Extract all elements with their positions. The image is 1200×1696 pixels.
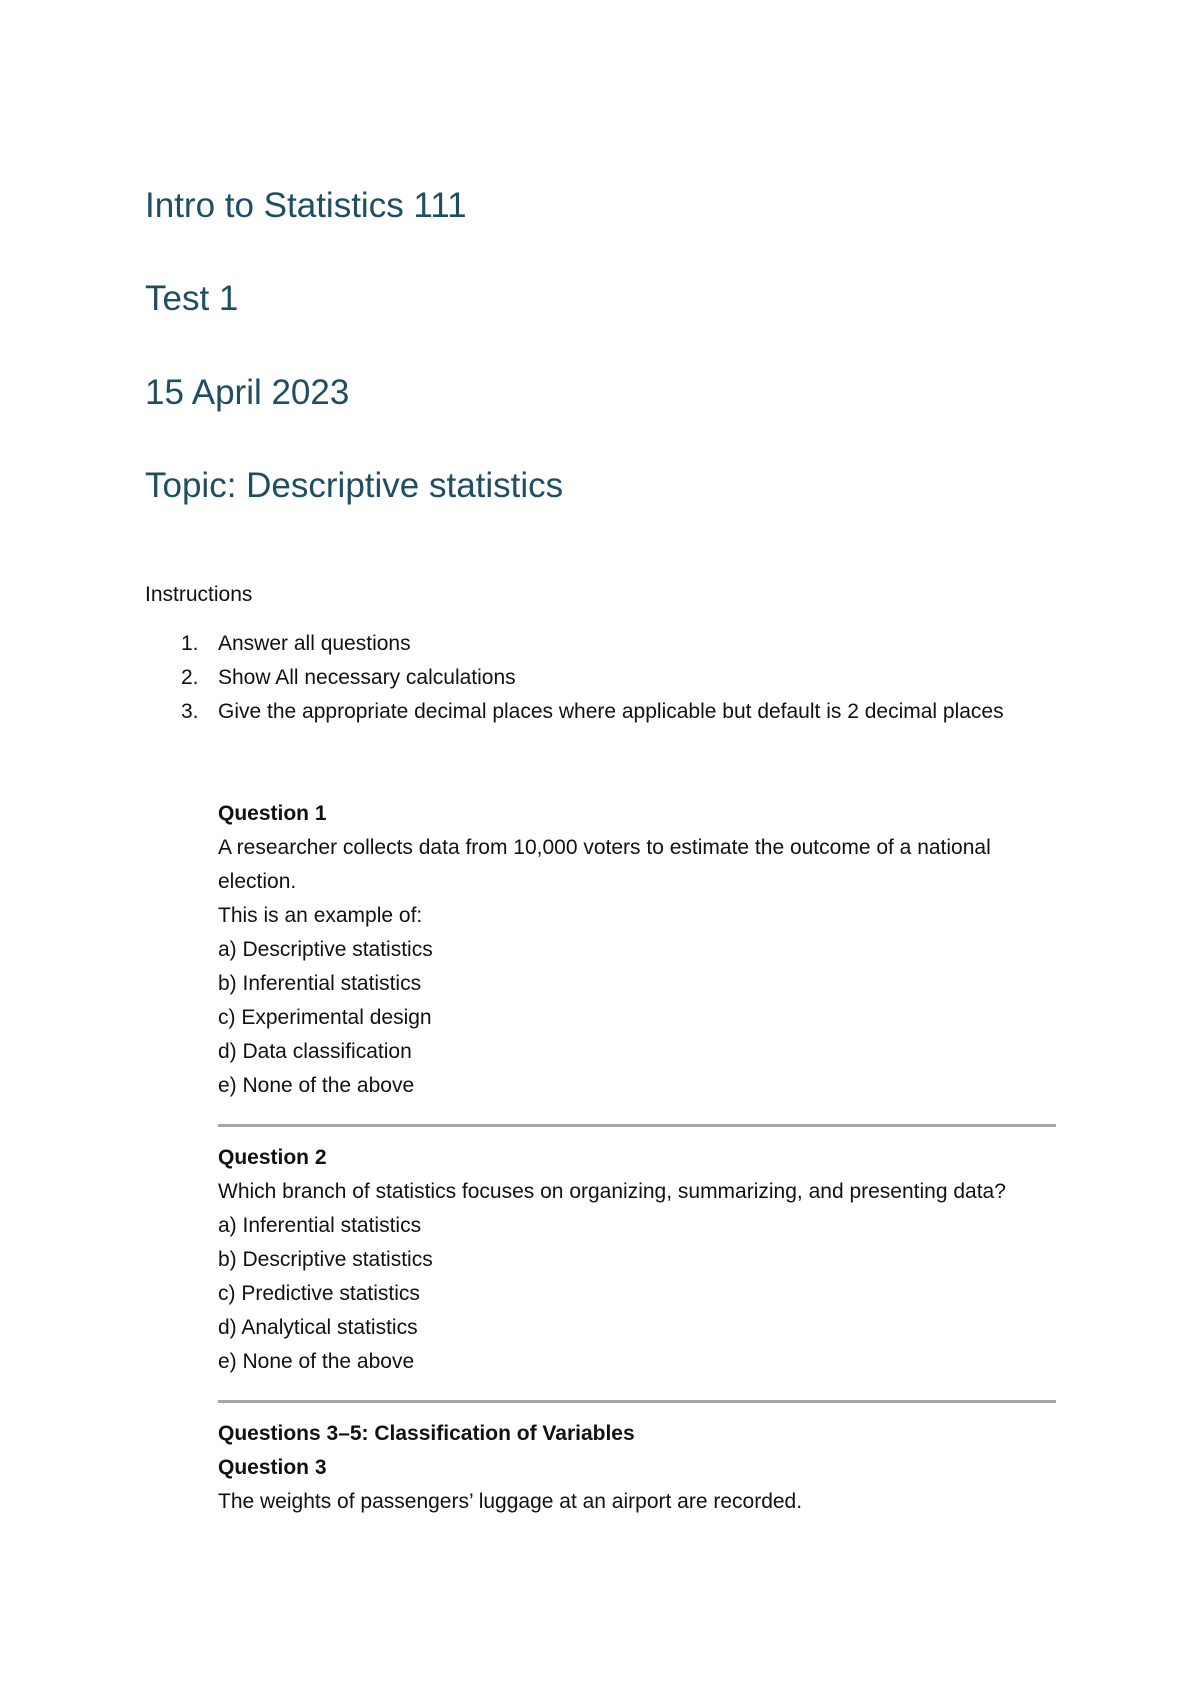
instruction-item	[145, 695, 1055, 729]
answer-option: b) Inferential statistics	[218, 972, 422, 995]
question-1-stem: A researcher collects data from 10,000 voters to estimate the outcome of a national election.	[218, 836, 991, 893]
question-divider	[218, 1124, 1056, 1127]
instruction-item	[145, 627, 1055, 661]
answer-option: a) Descriptive statistics	[218, 938, 433, 961]
section-title-classification: Questions 3–5: Classification of Variables	[218, 1422, 635, 1445]
instruction-text: Answer all questions	[218, 632, 411, 655]
question-divider	[218, 1400, 1056, 1403]
answer-option: d) Data classification	[218, 1040, 412, 1063]
course-title: Intro to Statistics 111	[145, 186, 467, 225]
question-2-options	[218, 1209, 1058, 1379]
question-3	[218, 1417, 1058, 1519]
question-3-title: Question 3	[218, 1456, 327, 1479]
test-date: 15 April 2023	[145, 373, 350, 412]
instructions-label: Instructions	[145, 583, 253, 606]
question-2	[218, 1141, 1058, 1379]
question-2-title: Question 2	[218, 1146, 327, 1169]
instruction-number: 3.	[181, 700, 199, 723]
answer-option: c) Experimental design	[218, 1006, 432, 1029]
instruction-item	[145, 661, 1055, 695]
answer-option: c) Predictive statistics	[218, 1282, 420, 1305]
answer-option: d) Analytical statistics	[218, 1316, 418, 1339]
question-2-stem: Which branch of statistics focuses on organizing, summarizing, and presenting data?	[218, 1180, 1006, 1203]
answer-option: e) None of the above	[218, 1074, 415, 1097]
instruction-text: Show All necessary calculations	[218, 666, 516, 689]
instruction-number: 2.	[181, 666, 199, 689]
question-1-title: Question 1	[218, 802, 327, 825]
question-3-stem: The weights of passengers’ luggage at an airport are recorded.	[218, 1490, 803, 1513]
answer-option: e) None of the above	[218, 1350, 415, 1373]
question-1	[218, 797, 1058, 1103]
answer-option: b) Descriptive statistics	[218, 1248, 433, 1271]
question-1-prompt: This is an example of:	[218, 904, 423, 927]
questions-section	[218, 797, 1058, 1519]
instructions-list	[145, 627, 1055, 729]
question-1-options	[218, 933, 1058, 1103]
answer-option: a) Inferential statistics	[218, 1214, 422, 1237]
instruction-text: Give the appropriate decimal places where applicable but default is 2 decimal places	[218, 700, 1004, 723]
topic-heading: Topic: Descriptive statistics	[145, 466, 564, 505]
test-title: Test 1	[145, 279, 239, 318]
instruction-number: 1.	[181, 632, 199, 655]
